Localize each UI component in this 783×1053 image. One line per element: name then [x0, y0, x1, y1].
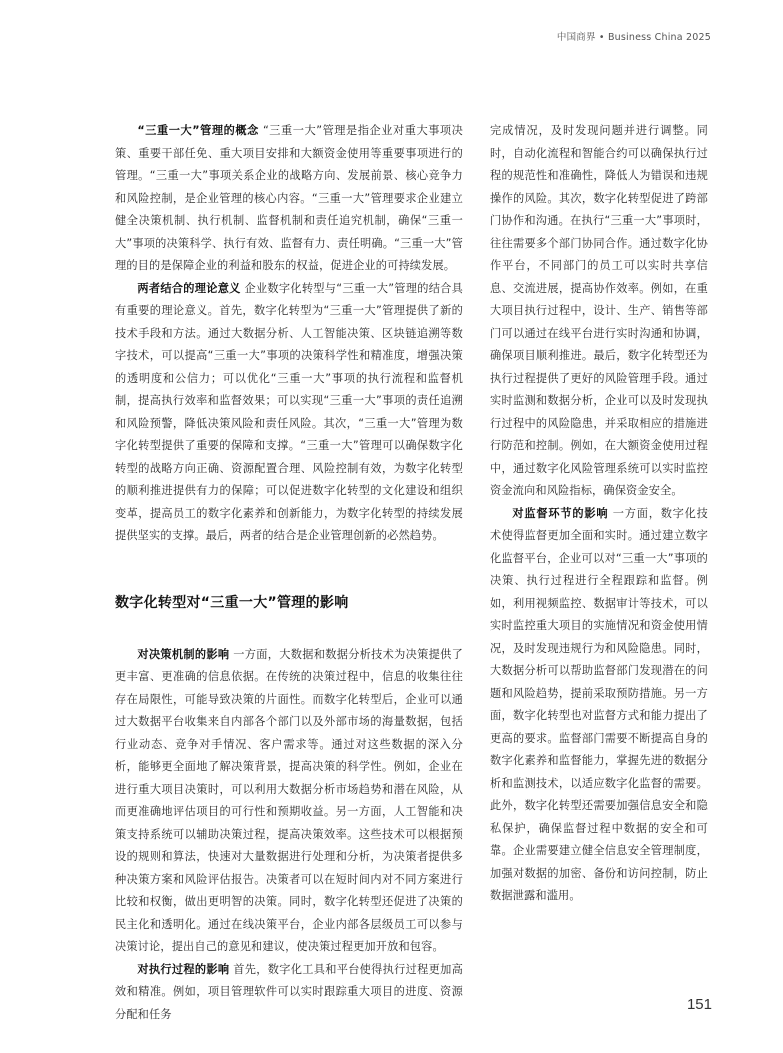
paragraph-text: “三重一大”管理是指企业对重大事项决策、重要干部任免、重大项目安排和大额资金使用等重要事项进行的管理。“三重一大”事项关系企业的战略方向、发展前景、核心竞争力和风险控制，是企业管理的核心内容。“三重一大”管理要求企业建立健全决策机制、执行机制、监督机制和责任追究机制，确保“三重一大”事项的决策科学、执行有效、监督有力、责任明确。“三重一大”管理的目的是保障企业的利益和股东的权益，促进企业的可持续发展。 [115, 124, 463, 272]
paragraph-decision [115, 644, 463, 959]
paragraph-execution [115, 959, 463, 1027]
paragraph-supervision [490, 503, 708, 908]
paragraph-text: 企业数字化转型与“三重一大”管理的结合具有重要的理论意义。首先，数字化转型为“三重一大”管理提供了新的技术手段和方法。通过大数据分析、人工智能决策、区块链追溯等数字技术，可以提高“三重一大”事项的决策科学性和精准度，增强决策的透明度和公信力；可以优化“三重一大”事项的执行流程和监督机制，提高执行效率和监督效果；可以实现“三重一大”事项的责任追溯和风险预警，降低决策风险和责任风险。其次，“三重一大”管理为数字化转型提供了重要的保障和支撑。“三重一大”管理可以确保数字化转型的战略方向正确、资源配置合理、风险控制有效，为数字化转型的顺利推进提供有力的保障；可以促进数字化转型的文化建设和组织变革，提高员工的数字化素养和创新能力，为数字化转型的持续发展提供坚实的支撑。最后，两者的结合是企业管理创新的必然趋势。 [115, 281, 463, 542]
page-number: 151 [686, 996, 712, 1013]
left-column [115, 120, 463, 1026]
paragraph-execution-continued: 完成情况，及时发现问题并进行调整。同时，自动化流程和智能合约可以确保执行过程的规范性和准确性，降低人为错误和违规操作的风险。其次，数字化转型促进了跨部门协作和沟通。在执行“三重一大”事项时，往往需要多个部门协同合作。通过数字化协作平台，不同部门的员工可以实时共享信息、交流进展，提高协作效率。例如，在重大项目执行过程中，设计、生产、销售等部门可以通过在线平台进行实时沟通和协调，确保项目顺利推进。最后，数字化转型还为执行过程提供了更好的风险管理手段。通过实时监测和数据分析，企业可以及时发现执行过程中的风险隐患，并采取相应的措施进行防范和控制。例如，在大额资金使用过程中，通过数字化风险管理系统可以实时监控资金流向和风险指标，确保资金安全。 [490, 124, 708, 497]
paragraph-theory [115, 278, 463, 548]
paragraph-lead: “三重一大”管理的概念 [137, 124, 259, 137]
section-heading: 数字化转型对“三重一大”管理的影响 [115, 594, 349, 611]
paragraph-concept [115, 120, 463, 278]
paragraph-text: 一方面，大数据和数据分析技术为决策提供了更丰富、更准确的信息依据。在传统的决策过程中，信息的收集往往存在局限性，可能导致决策的片面性。而数字化转型后，企业可以通过大数据平台收集来自内部各个部门以及外部市场的海量数据，包括行业动态、竞争对手情况、客户需求等。通过对这些数据的深入分析，能够更全面地了解决策背景，提高决策的科学性。例如，企业在进行重大项目决策时，可以利用大数据分析市场趋势和潜在风险，从而更准确地评估项目的可行性和预期收益。另一方面，人工智能和决策支持系统可以辅助决策过程，提高决策效率。这些技术可以根据预设的规则和算法，快速对大量数据进行处理和分析，为决策者提供多种决策方案和风险评估报告。决策者可以在短时间内对不同方案进行比较和权衡，做出更明智的决策。同时，数字化转型还促进了决策的民主化和透明化。通过在线决策平台，企业内部各层级员工可以参与决策讨论，提出自己的意见和建议，使决策过程更加开放和包容。 [115, 647, 463, 953]
right-column [490, 120, 708, 908]
paragraph-lead: 对决策机制的影响 [137, 647, 230, 661]
paragraph-text: 首先，数字化工具和平台使得执行过程更加高效和精准。例如，项目管理软件可以实时跟踪重大项目的进度、资源分配和任务 [115, 962, 463, 1021]
paragraph-lead: 对执行过程的影响 [137, 962, 230, 976]
running-header: 中国商界 • Business China 2025 [556, 32, 711, 43]
paragraph-lead: 两者结合的理论意义 [137, 281, 241, 295]
paragraph-text: 一方面，数字化技术使得监督更加全面和实时。通过建立数字化监督平台，企业可以对“三重一大”事项的决策、执行过程进行全程跟踪和监督。例如，利用视频监控、数据审计等技术，可以实时监控重大项目的实施情况和资金使用情况，及时发现违规行为和风险隐患。同时，大数据分析可以帮助监督部门发现潜在的问题和风险趋势，提前采取预防措施。另一方面，数字化转型也对监督方式和能力提出了更高的要求。监督部门需要不断提高自身的数字化素养和监督能力，掌握先进的数据分析和监测技术，以适应数字化监督的需要。此外，数字化转型还需要加强信息安全和隐私保护，确保监督过程中数据的安全和可靠。企业需要建立健全信息安全管理制度，加强对数据的加密、备份和访问控制，防止数据泄露和滥用。 [490, 506, 709, 902]
paragraph-lead: 对监督环节的影响 [512, 506, 609, 520]
